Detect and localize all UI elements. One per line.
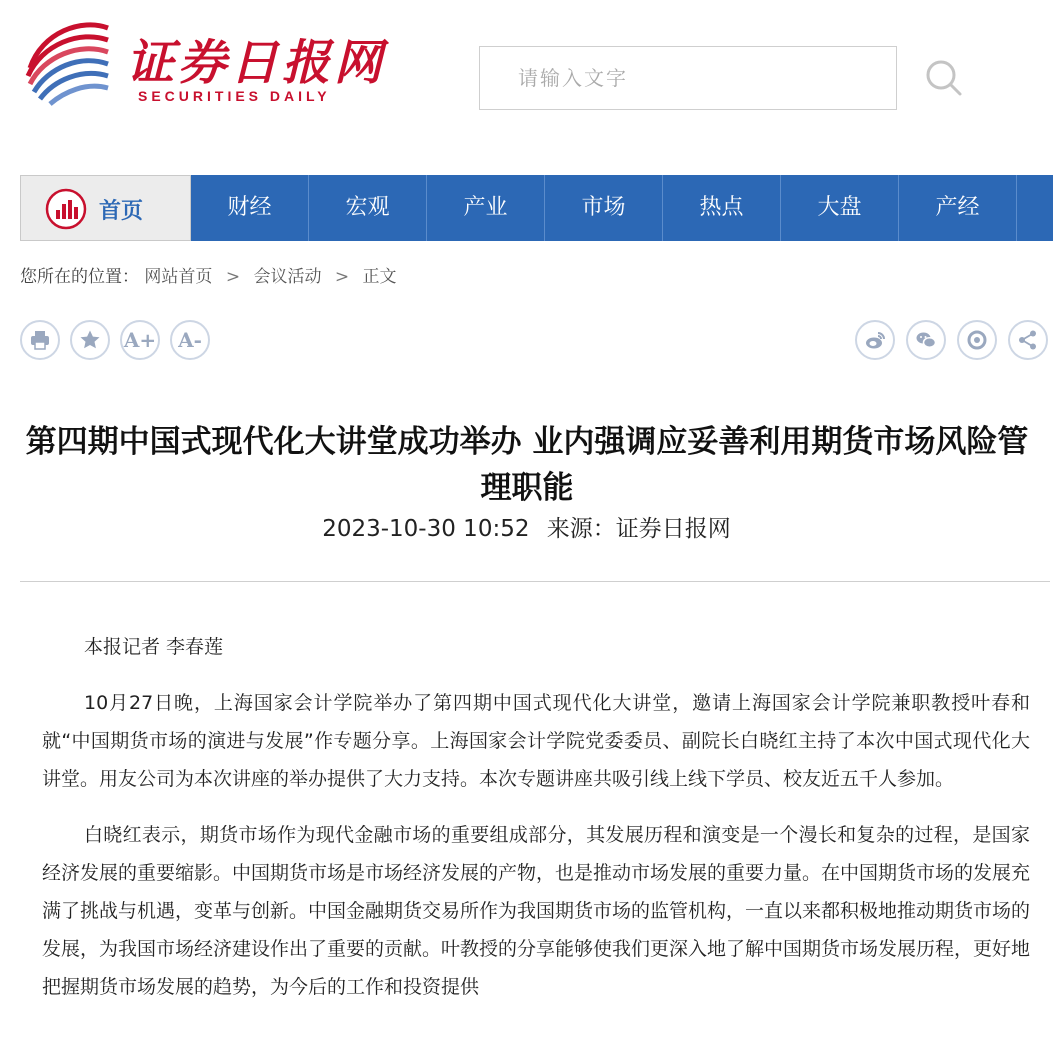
- breadcrumb: [20, 262, 397, 287]
- nav-item-index[interactable]: 大盘: [781, 175, 899, 241]
- search-button[interactable]: [922, 56, 966, 100]
- article-title: 第四期中国式现代化大讲堂成功举办 业内强调应妥善利用期货市场风险管理职能: [25, 423, 1029, 506]
- search-input[interactable]: [480, 47, 896, 109]
- search-box: [479, 46, 897, 110]
- breadcrumb-prefix: 您所在的位置：: [20, 267, 139, 287]
- qzone-icon: [966, 329, 988, 351]
- article-datetime: 2023-10-30 10:52: [322, 516, 530, 542]
- main-nav: [20, 175, 1053, 241]
- article-paragraph: 白晓红表示，期货市场作为现代金融市场的重要组成部分，其发展历程和演变是一个漫长和复杂的过程，是国家经济发展的重要缩影。中国期货市场是市场经济发展的产物，也是推动市场发展的重要力量。在中国期货市场的发展充满了挑战与机遇，变革与创新。中国金融期货交易所作为我国期货市场的监管机构，一直以来都积极地推动期货市场的发展，为我国市场经济建设作出了重要的贡献。叶教授的分享能够使我们更深入地了解中国期货市场发展历程，更好地把握期货市场发展的趋势，为今后的工作和投资提供: [42, 824, 1031, 998]
- logo-english-text: SECURITIES DAILY: [138, 88, 331, 104]
- article-paragraph: 10月27日晚，上海国家会计学院举办了第四期中国式现代化大讲堂，邀请上海国家会计学院兼职教授叶春和就“中国期货市场的演进与发展”作专题分享。上海国家会计学院党委委员、副院长白晓红主持了本次中国式现代化大讲堂。用友公司为本次讲座的举办提供了大力支持。本次专题讲座共吸引线上线下学员、校友近五千人参加。: [42, 692, 1030, 790]
- bar-chart-icon: [45, 188, 87, 230]
- share-weibo-button[interactable]: [855, 320, 895, 360]
- logo-swoosh-icon: [22, 14, 114, 106]
- share-qzone-button[interactable]: [957, 320, 997, 360]
- nav-item-macro[interactable]: 宏观: [309, 175, 427, 241]
- breadcrumb-separator: >: [334, 267, 350, 287]
- nav-item-industrial-economy[interactable]: 产经: [899, 175, 1017, 241]
- star-icon: [79, 329, 101, 351]
- font-increase-icon: A+: [123, 328, 157, 352]
- nav-item-finance[interactable]: 财经: [191, 175, 309, 241]
- nav-home-label: 首页: [99, 199, 144, 224]
- weibo-icon: [864, 329, 886, 351]
- logo-chinese-text: 证券日报网: [126, 35, 387, 91]
- title-divider: [20, 581, 1050, 582]
- header: [0, 0, 1053, 150]
- print-icon: [29, 329, 51, 351]
- nav-item-industry[interactable]: 产业: [427, 175, 545, 241]
- article-body: [42, 628, 1030, 1024]
- article-byline: 本报记者 李春莲: [84, 636, 224, 658]
- breadcrumb-home-link[interactable]: 网站首页: [144, 267, 213, 287]
- print-button[interactable]: [20, 320, 60, 360]
- breadcrumb-separator: >: [225, 267, 241, 287]
- share-wechat-button[interactable]: [906, 320, 946, 360]
- favorite-button[interactable]: [70, 320, 110, 360]
- article-source: 来源：证券日报网: [546, 516, 731, 542]
- wechat-icon: [915, 329, 937, 351]
- article-meta: [0, 510, 1053, 543]
- font-decrease-icon: A-: [178, 328, 202, 352]
- breadcrumb-events-link[interactable]: 会议活动: [253, 267, 322, 287]
- site-logo[interactable]: [22, 14, 387, 114]
- font-increase-button[interactable]: [120, 320, 160, 360]
- nav-item-hot[interactable]: 热点: [663, 175, 781, 241]
- nav-item-market[interactable]: 市场: [545, 175, 663, 241]
- search-icon: [922, 56, 966, 100]
- share-icon: [1017, 329, 1039, 351]
- breadcrumb-current: 正文: [362, 267, 397, 287]
- font-decrease-button[interactable]: [170, 320, 210, 360]
- share-more-button[interactable]: [1008, 320, 1048, 360]
- nav-item-home[interactable]: [20, 175, 191, 241]
